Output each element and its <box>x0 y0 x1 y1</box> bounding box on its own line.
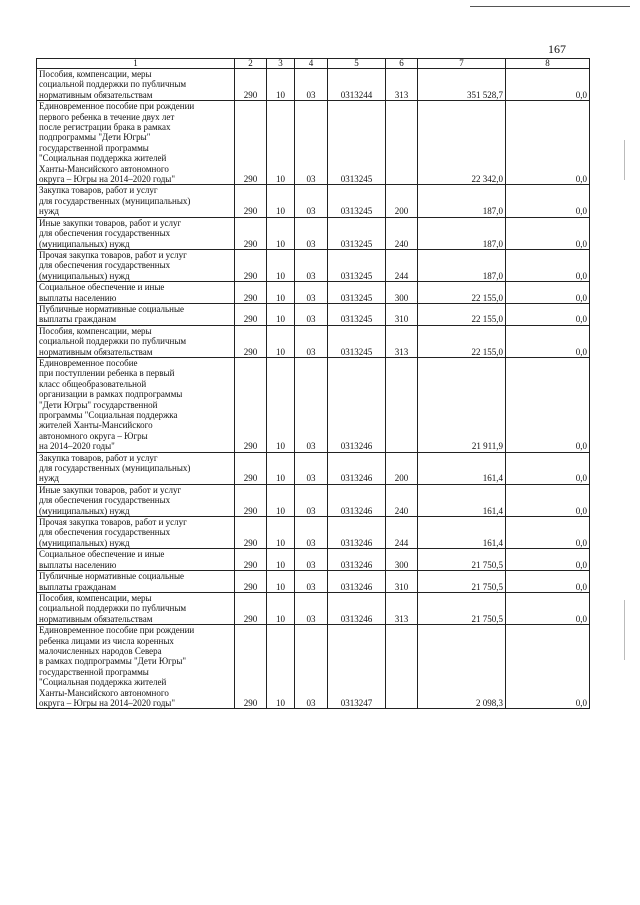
row-amount2-cell: 0,0 <box>506 452 590 484</box>
row-amount2-cell: 0,0 <box>506 571 590 593</box>
row-name-cell: Иные закупки товаров, работ и услуг для обеспечения государственных (муниципальных) нужд <box>37 217 235 249</box>
header-cell: 5 <box>328 59 386 69</box>
header-cell: 1 <box>37 59 235 69</box>
row-expense-type-cell: 240 <box>386 484 418 516</box>
row-amount2-cell: 0,0 <box>506 592 590 624</box>
row-section-cell: 10 <box>267 592 295 624</box>
row-amount2-cell: 0,0 <box>506 217 590 249</box>
row-expense-type-cell: 310 <box>386 571 418 593</box>
row-target-article-cell: 0313245 <box>328 185 386 217</box>
table-row <box>37 185 590 217</box>
row-amount2-cell: 0,0 <box>506 357 590 452</box>
header-cell: 7 <box>418 59 506 69</box>
row-target-article-cell: 0313245 <box>328 249 386 281</box>
table-row <box>37 249 590 281</box>
table-row <box>37 517 590 549</box>
row-name-cell: Иные закупки товаров, работ и услуг для обеспечения государственных (муниципальных) нужд <box>37 484 235 516</box>
table-row <box>37 217 590 249</box>
row-name-cell: Закупка товаров, работ и услуг для государственных (муниципальных) нужд <box>37 452 235 484</box>
table-row <box>37 357 590 452</box>
row-name-cell: Пособия, компенсации, меры социальной поддержки по публичным нормативным обязательствам <box>37 69 235 101</box>
row-subsection-cell: 03 <box>295 484 328 516</box>
row-subsection-cell: 03 <box>295 592 328 624</box>
row-amount-cell: 22 155,0 <box>418 303 506 325</box>
row-subsection-cell: 03 <box>295 185 328 217</box>
row-section-cell: 10 <box>267 303 295 325</box>
row-subsection-cell: 03 <box>295 357 328 452</box>
row-amount-cell: 161,4 <box>418 452 506 484</box>
row-subsection-cell: 03 <box>295 69 328 101</box>
row-subsection-cell: 03 <box>295 101 328 185</box>
row-amount2-cell: 0,0 <box>506 101 590 185</box>
row-amount2-cell: 0,0 <box>506 625 590 709</box>
row-amount2-cell: 0,0 <box>506 303 590 325</box>
table-row <box>37 484 590 516</box>
row-section-cell: 10 <box>267 625 295 709</box>
row-name-cell: Единовременное пособие при рождении первого ребенка в течение двух лет после регистрации брака в рамках подпрограммы "Дети Югры" государственной программы "Социальная поддержка жителей Ханты-Мансийского автономного округа – Югры на 2014–2020 годы" <box>37 101 235 185</box>
row-subsection-cell: 03 <box>295 282 328 304</box>
row-expense-type-cell: 244 <box>386 249 418 281</box>
row-expense-type-cell <box>386 625 418 709</box>
row-code-cell: 290 <box>235 101 267 185</box>
row-amount-cell: 187,0 <box>418 249 506 281</box>
row-target-article-cell: 0313246 <box>328 571 386 593</box>
table-row <box>37 571 590 593</box>
row-target-article-cell: 0313245 <box>328 217 386 249</box>
scan-artifact <box>624 600 625 660</box>
row-amount-cell: 161,4 <box>418 484 506 516</box>
row-amount2-cell: 0,0 <box>506 549 590 571</box>
row-expense-type-cell <box>386 357 418 452</box>
row-amount2-cell: 0,0 <box>506 282 590 304</box>
row-amount-cell: 161,4 <box>418 517 506 549</box>
table-row <box>37 625 590 709</box>
row-code-cell: 290 <box>235 357 267 452</box>
row-target-article-cell: 0313245 <box>328 282 386 304</box>
row-amount-cell: 22 155,0 <box>418 282 506 304</box>
row-section-cell: 10 <box>267 484 295 516</box>
row-subsection-cell: 03 <box>295 325 328 357</box>
table-row <box>37 592 590 624</box>
row-target-article-cell: 0313246 <box>328 517 386 549</box>
row-amount2-cell: 0,0 <box>506 484 590 516</box>
row-expense-type-cell: 200 <box>386 185 418 217</box>
row-code-cell: 290 <box>235 452 267 484</box>
row-subsection-cell: 03 <box>295 549 328 571</box>
row-section-cell: 10 <box>267 452 295 484</box>
row-code-cell: 290 <box>235 249 267 281</box>
row-subsection-cell: 03 <box>295 217 328 249</box>
header-cell: 2 <box>235 59 267 69</box>
row-name-cell: Пособия, компенсации, меры социальной поддержки по публичным нормативным обязательствам <box>37 592 235 624</box>
row-target-article-cell: 0313244 <box>328 69 386 101</box>
header-cell: 8 <box>506 59 590 69</box>
page-number: 167 <box>548 42 566 56</box>
row-subsection-cell: 03 <box>295 571 328 593</box>
row-target-article-cell: 0313245 <box>328 303 386 325</box>
row-expense-type-cell <box>386 101 418 185</box>
row-expense-type-cell: 300 <box>386 282 418 304</box>
row-target-article-cell: 0313245 <box>328 325 386 357</box>
row-target-article-cell: 0313245 <box>328 101 386 185</box>
row-code-cell: 290 <box>235 625 267 709</box>
row-amount-cell: 22 155,0 <box>418 325 506 357</box>
row-expense-type-cell: 310 <box>386 303 418 325</box>
header-cell: 3 <box>267 59 295 69</box>
row-amount-cell: 21 750,5 <box>418 592 506 624</box>
row-section-cell: 10 <box>267 249 295 281</box>
row-code-cell: 290 <box>235 484 267 516</box>
row-section-cell: 10 <box>267 357 295 452</box>
row-code-cell: 290 <box>235 282 267 304</box>
row-code-cell: 290 <box>235 303 267 325</box>
row-section-cell: 10 <box>267 69 295 101</box>
row-expense-type-cell: 240 <box>386 217 418 249</box>
row-expense-type-cell: 200 <box>386 452 418 484</box>
top-rule <box>470 6 630 7</box>
row-amount2-cell: 0,0 <box>506 517 590 549</box>
row-amount2-cell: 0,0 <box>506 185 590 217</box>
header-row <box>37 59 590 69</box>
row-amount-cell: 2 098,3 <box>418 625 506 709</box>
row-amount-cell: 22 342,0 <box>418 101 506 185</box>
row-section-cell: 10 <box>267 185 295 217</box>
row-subsection-cell: 03 <box>295 249 328 281</box>
row-expense-type-cell: 313 <box>386 325 418 357</box>
row-name-cell: Публичные нормативные социальные выплаты гражданам <box>37 571 235 593</box>
budget-table <box>36 58 590 709</box>
row-amount2-cell: 0,0 <box>506 69 590 101</box>
row-subsection-cell: 03 <box>295 303 328 325</box>
table-row <box>37 69 590 101</box>
row-amount-cell: 187,0 <box>418 185 506 217</box>
row-section-cell: 10 <box>267 571 295 593</box>
row-name-cell: Пособия, компенсации, меры социальной поддержки по публичным нормативным обязательствам <box>37 325 235 357</box>
table-row <box>37 101 590 185</box>
row-target-article-cell: 0313246 <box>328 592 386 624</box>
row-amount-cell: 351 528,7 <box>418 69 506 101</box>
header-cell: 4 <box>295 59 328 69</box>
row-amount2-cell: 0,0 <box>506 249 590 281</box>
row-section-cell: 10 <box>267 217 295 249</box>
row-name-cell: Единовременное пособие при поступлении ребенка в первый класс общеобразовательной организации в рамках подпрограммы "Дети Югры" государственной программы "Социальная поддержка жителей Ханты-Мансийского автономного округа – Югры на 2014–2020 годы" <box>37 357 235 452</box>
row-expense-type-cell: 300 <box>386 549 418 571</box>
row-code-cell: 290 <box>235 185 267 217</box>
row-amount2-cell: 0,0 <box>506 325 590 357</box>
row-code-cell: 290 <box>235 592 267 624</box>
row-name-cell: Прочая закупка товаров, работ и услуг для обеспечения государственных (муниципальных) нужд <box>37 249 235 281</box>
row-amount-cell: 21 911,9 <box>418 357 506 452</box>
row-code-cell: 290 <box>235 325 267 357</box>
row-subsection-cell: 03 <box>295 517 328 549</box>
row-target-article-cell: 0313246 <box>328 484 386 516</box>
table-row <box>37 325 590 357</box>
row-name-cell: Публичные нормативные социальные выплаты гражданам <box>37 303 235 325</box>
table-row <box>37 452 590 484</box>
row-subsection-cell: 03 <box>295 625 328 709</box>
row-section-cell: 10 <box>267 282 295 304</box>
table-row <box>37 282 590 304</box>
row-expense-type-cell: 313 <box>386 69 418 101</box>
row-name-cell: Единовременное пособие при рождении ребенка лицами из числа коренных малочисленных народов Севера в рамках подпрограммы "Дети Югры" государственной программы "Социальная поддержка жителей Ханты-Мансийского автономного округа – Югры на 2014–2020 годы" <box>37 625 235 709</box>
row-target-article-cell: 0313247 <box>328 625 386 709</box>
row-name-cell: Социальное обеспечение и иные выплаты населению <box>37 549 235 571</box>
row-section-cell: 10 <box>267 101 295 185</box>
row-section-cell: 10 <box>267 549 295 571</box>
row-code-cell: 290 <box>235 217 267 249</box>
scan-artifact <box>624 140 625 180</box>
row-code-cell: 290 <box>235 549 267 571</box>
row-target-article-cell: 0313246 <box>328 452 386 484</box>
row-code-cell: 290 <box>235 69 267 101</box>
table-row <box>37 303 590 325</box>
row-target-article-cell: 0313246 <box>328 549 386 571</box>
row-expense-type-cell: 244 <box>386 517 418 549</box>
table-row <box>37 549 590 571</box>
row-section-cell: 10 <box>267 517 295 549</box>
header-cell: 6 <box>386 59 418 69</box>
row-amount-cell: 21 750,5 <box>418 549 506 571</box>
row-subsection-cell: 03 <box>295 452 328 484</box>
row-name-cell: Прочая закупка товаров, работ и услуг для обеспечения государственных (муниципальных) нужд <box>37 517 235 549</box>
row-name-cell: Социальное обеспечение и иные выплаты населению <box>37 282 235 304</box>
row-target-article-cell: 0313246 <box>328 357 386 452</box>
row-amount-cell: 21 750,5 <box>418 571 506 593</box>
row-section-cell: 10 <box>267 325 295 357</box>
row-code-cell: 290 <box>235 571 267 593</box>
row-name-cell: Закупка товаров, работ и услуг для государственных (муниципальных) нужд <box>37 185 235 217</box>
row-expense-type-cell: 313 <box>386 592 418 624</box>
row-amount-cell: 187,0 <box>418 217 506 249</box>
row-code-cell: 290 <box>235 517 267 549</box>
